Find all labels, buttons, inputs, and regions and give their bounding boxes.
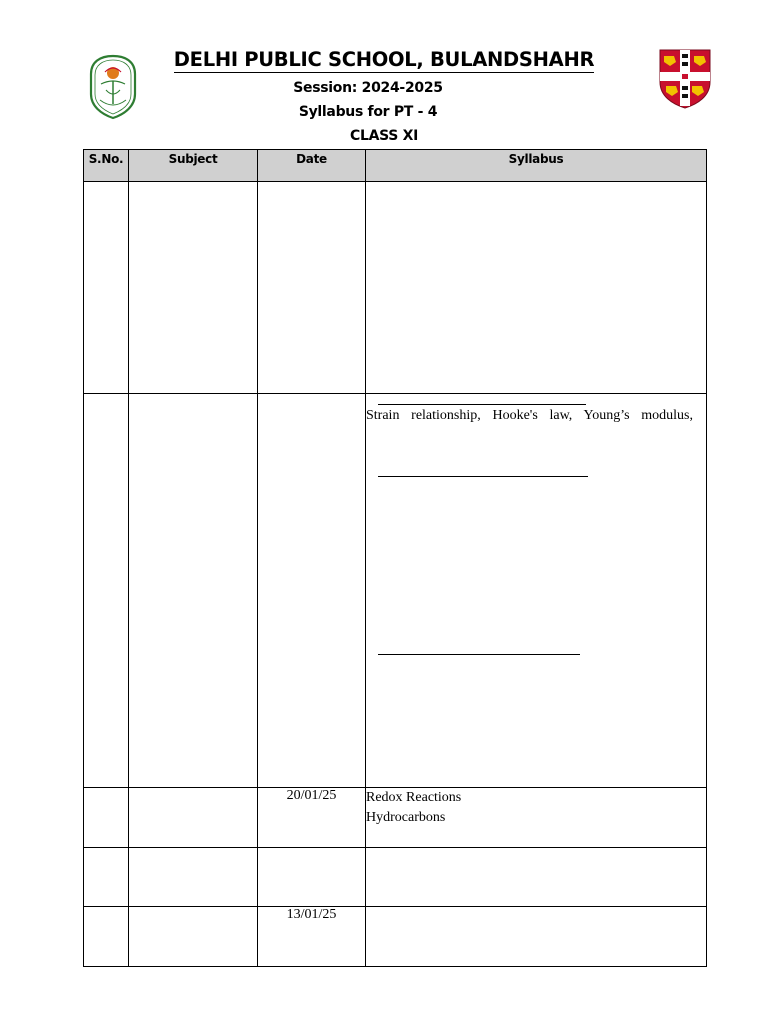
table-row [84,394,707,788]
syllabus-cell [366,394,707,788]
subject-cell [129,848,258,907]
underline-rule [378,476,588,477]
sno-cell [84,394,129,788]
sno-cell [84,848,129,907]
subject-cell [129,182,258,394]
date-cell [258,182,366,394]
underline-rule [378,404,586,405]
table-header-row [84,150,707,182]
subject-cell [129,394,258,788]
syllabus-cell [366,907,707,967]
syllabus-cell [366,788,707,848]
table-row [84,182,707,394]
sno-cell [84,907,129,967]
sno-cell [84,182,129,394]
document-header [0,0,768,150]
column-header-date: Date [258,150,366,182]
table-row [84,788,707,848]
syllabus-cell [366,848,707,907]
date-cell [258,394,366,788]
syllabus-cell [366,182,707,394]
syllabus-line: Hydrocarbons [366,810,446,825]
syllabus-line: Redox Reactions [366,790,462,805]
syllabus-title: Syllabus for PT - 4 [298,104,438,120]
school-name: DELHI PUBLIC SCHOOL, BULANDSHAHR [173,48,595,71]
table-row [84,907,707,967]
column-header-syllabus: Syllabus [366,150,707,182]
session-title: Session: 2024-2025 [293,80,443,96]
underline-rule [378,654,580,655]
column-header-subject: Subject [129,150,258,182]
date-cell: 13/01/25 [258,907,366,967]
date-cell [258,848,366,907]
subject-cell [129,788,258,848]
table-row [84,848,707,907]
syllabus-line: Strain relationship, Hooke's law, Young’s modulus, [366,408,693,423]
syllabus-table [83,149,707,967]
crest-icon [658,48,712,110]
date-cell: 20/01/25 [258,788,366,848]
sno-cell [84,788,129,848]
subject-cell [129,907,258,967]
class-title: CLASS XI [349,128,419,144]
column-header-sno: S.No. [84,150,129,182]
